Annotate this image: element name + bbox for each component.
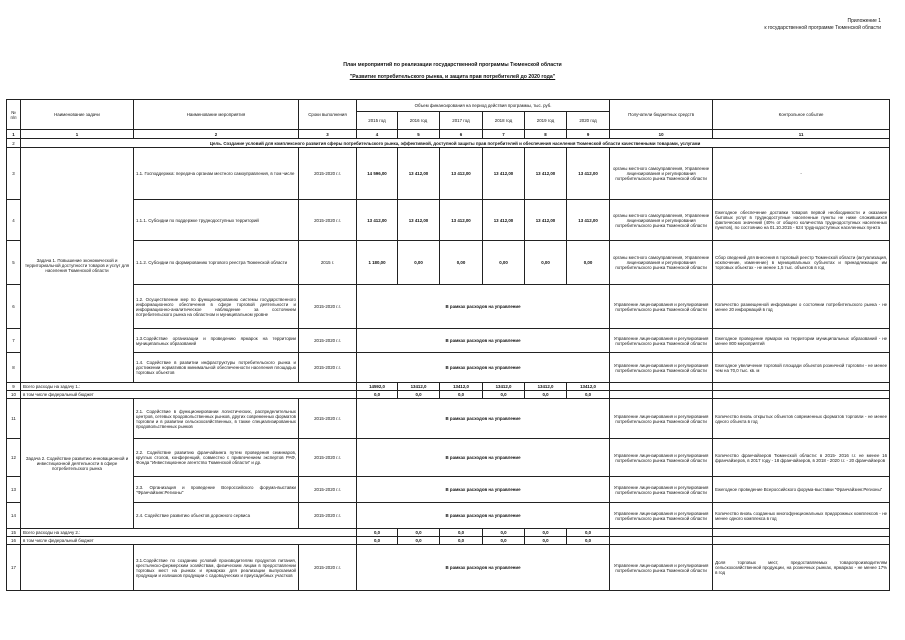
term-cell: 2015-2020 г.г. xyxy=(299,503,357,529)
control-cell: Доля торговых мест, предоставляемых товаропроизводителям сельскохозяйственной продукции, на розничных рынках, ярмарках - не менее 17% в год xyxy=(713,545,890,591)
fed-row-task2 xyxy=(7,537,890,545)
row-num: 12 xyxy=(7,439,21,477)
value-cell: 0,0 xyxy=(440,529,483,537)
value-cell: 0,0 xyxy=(357,529,398,537)
colnum: 1 xyxy=(7,130,21,139)
value-cell: 13 412,00 xyxy=(398,200,440,241)
empty-cell xyxy=(713,529,890,537)
table-row xyxy=(7,439,890,477)
term-cell: 2015-2020 г.г. xyxy=(299,353,357,383)
value-cell: 0,0 xyxy=(357,537,398,545)
empty-cell xyxy=(610,391,713,399)
document-title: План мероприятий по реализации государственной программы Тюменской области xyxy=(343,62,562,68)
event-cell: 1.1.1. Субсидии по поддержке труднодоступных территорий xyxy=(134,200,299,241)
value-cell: 0,0 xyxy=(398,391,440,399)
within-expenses: В рамках расходов на управление xyxy=(357,329,610,353)
appendix-line2: к государственной программе Тюменской области xyxy=(764,25,881,31)
value-cell: 0,0 xyxy=(525,391,567,399)
plan-table xyxy=(6,99,890,591)
value-cell: 0,0 xyxy=(525,537,567,545)
value-cell: 13 412,00 xyxy=(440,200,483,241)
year-2015: 2015 год xyxy=(357,112,398,130)
sum-row-task2 xyxy=(7,529,890,537)
control-cell: Ежегодное проведение ярмарок на территории муниципальных образований - не менее 800 мероприятий xyxy=(713,329,890,353)
control-cell: Количество размещенной информации о состоянии потребительского рынка - не менее 20 информаций в год xyxy=(713,285,890,329)
within-expenses: В рамках расходов на управление xyxy=(357,285,610,329)
within-expenses: В рамках расходов на управление xyxy=(357,353,610,383)
value-cell: 0,0 xyxy=(567,391,610,399)
control-cell: Ежегодное обеспечение доставки товаров первой необходимости и оказание бытовых услуг в труднодоступные населенные пункты не ниже сложившихся фактических значений (40% от общего количества труднодоступных населенных пунктов), по состоянию на 01.10.2015 - 624 труднодоступных населенных пункта xyxy=(713,200,890,241)
fed-row-task1 xyxy=(7,391,890,399)
empty-cell xyxy=(610,383,713,391)
term-cell: 2015-2020 г.г. xyxy=(299,439,357,477)
table-row xyxy=(7,399,890,439)
recipient-cell: органы местного самоуправления, Управление лицензирования и регулирования потребительского рынка Тюменской области xyxy=(610,241,713,285)
table-row xyxy=(7,503,890,529)
row-num: 11 xyxy=(7,399,21,439)
value-cell: 0,00 xyxy=(398,241,440,285)
event-cell: 3.1.Содействие по созданию условий производителям продуктов питания, крестьянско-фермерским хозяйствам, физическим лицам в предоставлении торговых мест на рынках и ярмарках для реализации выпускаемой продукции и излишков продукции с садоводческих и приусадебных участков xyxy=(134,545,299,591)
event-cell: 2.3. Организация и проведение Всероссийского форума-выставки "Франчайзинг.Регионы" xyxy=(134,477,299,503)
goal-text: Цель. Создание условий для комплексного развития сферы потребительского рынка, эффективной, доступной защиты прав потребителей и обеспечения населения Тюменской области качественными товарами, услугами xyxy=(21,139,890,148)
event-cell: 1.2. Осуществление мер по функционированию системы государственного информационного обеспечения в сфере торговой деятельности и информационно-аналитическое наблюдение за состоянием потребительского рынка на областном и муниципальном уровне xyxy=(134,285,299,329)
event-cell: 1.1.2. Субсидии по формированию торгового реестра Тюменской области xyxy=(134,241,299,285)
value-cell: 13412,0 xyxy=(483,383,525,391)
row-num: 6 xyxy=(7,285,21,329)
term-cell: 2015-2020 г.г. xyxy=(299,477,357,503)
task-2: Задача 2. Содействие развитию инновационной и инвестиционной деятельности в сфере потребительского рынка xyxy=(21,399,134,529)
value-cell: 13 412,00 xyxy=(440,148,483,200)
header-control: Контрольное событие xyxy=(713,100,890,130)
table-row xyxy=(7,477,890,503)
value-cell: 13 412,00 xyxy=(483,200,525,241)
table-row xyxy=(7,329,890,353)
row-num: 10 xyxy=(7,391,21,399)
term-cell: 2015-2020 г.г. xyxy=(299,399,357,439)
header-funding: Объем финансирования на период действия программы, тыс. руб. xyxy=(357,100,610,112)
event-cell: 2.4. Содействие развитию объектов дорожного сервиса xyxy=(134,503,299,529)
header-task: Наименование задачи xyxy=(21,100,134,130)
value-cell: 13 412,00 xyxy=(525,148,567,200)
table-row xyxy=(7,353,890,383)
row-num: 14 xyxy=(7,503,21,529)
column-numbers-row xyxy=(7,130,890,139)
value-cell: 13 412,00 xyxy=(525,200,567,241)
control-cell: Количество вновь открытых объектов современных форматов торговли - не менее одного объекта в год xyxy=(713,399,890,439)
term-cell: 2015-2020 г.г. xyxy=(299,148,357,200)
colnum: 1 xyxy=(21,130,134,139)
value-cell: 0,00 xyxy=(440,241,483,285)
sum-label: Всего расходы на задачу 2.: xyxy=(21,529,357,537)
row-num: 8 xyxy=(7,353,21,383)
row-num: 7 xyxy=(7,329,21,353)
empty-cell xyxy=(610,537,713,545)
goal-row xyxy=(7,139,890,148)
task-1: Задача 1. Повышение экономической и территориальной доступности товаров и услуг для населения Тюменской области xyxy=(21,148,134,383)
recipient-cell: Управление лицензирования и регулирования потребительского рынка Тюменской области xyxy=(610,353,713,383)
year-2017: 2017 год xyxy=(440,112,483,130)
recipient-cell: Управление лицензирования и регулирования потребительского рынка Тюменской области xyxy=(610,329,713,353)
recipient-cell: Управление лицензирования и регулирования потребительского рынка Тюменской области xyxy=(610,477,713,503)
empty-cell xyxy=(713,383,890,391)
sum-row-task1 xyxy=(7,383,890,391)
value-cell: 13 412,00 xyxy=(567,200,610,241)
sum-label: Всего расходы на задачу 1.: xyxy=(21,383,357,391)
header-num: № п/п xyxy=(7,100,21,130)
program-name: "Развитие потребительского рынка, и защита прав потребителей до 2020 года" xyxy=(349,74,556,80)
colnum: 6 xyxy=(440,130,483,139)
term-cell: 2015-2020 г.г. xyxy=(299,329,357,353)
value-cell: 13 412,00 xyxy=(398,148,440,200)
term-cell: 2015-2020 г.г. xyxy=(299,285,357,329)
value-cell: 0,0 xyxy=(483,529,525,537)
colnum: 9 xyxy=(567,130,610,139)
control-cell: - xyxy=(713,148,890,200)
value-cell: 0,0 xyxy=(398,537,440,545)
value-cell: 14 596,00 xyxy=(357,148,398,200)
row-num: 15 xyxy=(7,529,21,537)
recipient-cell: Управление лицензирования и регулирования потребительского рынка Тюменской области xyxy=(610,399,713,439)
header-term: Сроки выполнения xyxy=(299,100,357,130)
colnum: 10 xyxy=(610,130,713,139)
within-expenses: В рамках расходов на управление xyxy=(357,545,610,591)
row-num: 5 xyxy=(7,241,21,285)
term-cell: 2015-2020 г.г. xyxy=(299,545,357,591)
control-cell: Ежегодное проведение Всероссийского форума-выставки "Франчайзинг.Регионы" xyxy=(713,477,890,503)
fed-label: в том числе федеральный бюджет xyxy=(21,391,357,399)
table-row xyxy=(7,545,890,591)
row-num: 13 xyxy=(7,477,21,503)
colnum: 8 xyxy=(525,130,567,139)
row-num: 2 xyxy=(7,139,21,148)
appendix-line1: Приложение 1 xyxy=(847,18,881,24)
recipient-cell: Управление лицензирования и регулирования потребительского рынка Тюменской области xyxy=(610,285,713,329)
value-cell: 0,00 xyxy=(483,241,525,285)
event-cell: 2.1. Содействие в функционировании логистических, распределительных центров, сетевых продовольственных рынков, других современных форматов торговли и в развитии сельскохозяйственных, в также специализированных продовольственных рынков xyxy=(134,399,299,439)
year-2018: 2018 год xyxy=(483,112,525,130)
recipient-cell: органы местного самоуправления, Управление лицензирования и регулирования потребительского рынка Тюменской области xyxy=(610,148,713,200)
appendix-note xyxy=(764,18,881,32)
recipient-cell: Управление лицензирования и регулирования потребительского рынка Тюменской области xyxy=(610,503,713,529)
value-cell: 13412,0 xyxy=(440,383,483,391)
row-num: 17 xyxy=(7,545,21,591)
empty-cell xyxy=(713,391,890,399)
within-expenses: В рамках расходов на управление xyxy=(357,439,610,477)
value-cell: 13 412,00 xyxy=(567,148,610,200)
value-cell: 0,0 xyxy=(567,529,610,537)
year-2020: 2020 год xyxy=(567,112,610,130)
event-cell: 1.1. Господдержка: передача органам местного самоуправления, в том числе xyxy=(134,148,299,200)
header-recipients: Получатели бюджетных средств xyxy=(610,100,713,130)
value-cell: 0,0 xyxy=(525,529,567,537)
row-num: 3 xyxy=(7,148,21,200)
value-cell: 14592,0 xyxy=(357,383,398,391)
year-2016: 2016 год xyxy=(398,112,440,130)
term-cell: 2015 г. xyxy=(299,241,357,285)
row-num: 4 xyxy=(7,200,21,241)
within-expenses: В рамках расходов на управление xyxy=(357,399,610,439)
value-cell: 0,0 xyxy=(357,391,398,399)
value-cell: 0,00 xyxy=(567,241,610,285)
row-num: 16 xyxy=(7,537,21,545)
value-cell: 13 412,00 xyxy=(357,200,398,241)
within-expenses: В рамках расходов на управление xyxy=(357,503,610,529)
colnum: 7 xyxy=(483,130,525,139)
colnum: 2 xyxy=(134,130,299,139)
empty-cell xyxy=(713,537,890,545)
value-cell: 0,0 xyxy=(483,391,525,399)
term-cell: 2015-2020 г.г. xyxy=(299,200,357,241)
value-cell: 13412,0 xyxy=(398,383,440,391)
header-row xyxy=(7,100,890,112)
control-cell: Ежегодное увеличение торговой площади объектов розничной торговли - не менее чем на 70,0 тыс. кв. м xyxy=(713,353,890,383)
colnum: 4 xyxy=(357,130,398,139)
header-event: Наименование мероприятия xyxy=(134,100,299,130)
recipient-cell: Управление лицензирования и регулирования потребительского рынка Тюменской области xyxy=(610,439,713,477)
within-expenses: В рамках расходов на управление xyxy=(357,477,610,503)
table-row xyxy=(7,285,890,329)
value-cell: 13412,0 xyxy=(567,383,610,391)
control-cell: Количество франчайзеров Тюменской области: в 2015- 2016 г.г. не менее 16 франчайзеров, в 2017 году - 18 франчайзеров, в 2018 - 2020 г.г. - 20 франчайзеров xyxy=(713,439,890,477)
event-cell: 1.3.Содействие организации и проведению ярмарок на территории муниципальных образований xyxy=(134,329,299,353)
value-cell: 1 180,00 xyxy=(357,241,398,285)
value-cell: 0,0 xyxy=(483,537,525,545)
control-cell: Сбор сведений для внесения в торговый реестр Тюменской области (актуализация, исключение, изменение) в муниципальных субъектах и принадлежащих им торговых объектах - не менее 1,5 тыс. объектов в год xyxy=(713,241,890,285)
value-cell: 13412,0 xyxy=(525,383,567,391)
table-row xyxy=(7,148,890,200)
recipient-cell: Управление лицензирования и регулирования потребительского рынка Тюменской области xyxy=(610,545,713,591)
table-row xyxy=(7,200,890,241)
value-cell: 0,0 xyxy=(440,391,483,399)
control-cell: Количество вновь созданных многофункциональных придорожных комплексов - не менее одного комплекса в год xyxy=(713,503,890,529)
row-num: 9 xyxy=(7,383,21,391)
event-cell: 2.2. Содействие развитию франчайзинга путем проведения семинаров, круглых столов, конференций, совместно с привлечением экспертов РАФ, Фонда "Инвестиционное агентство Тюменской области" и др. xyxy=(134,439,299,477)
colnum: 5 xyxy=(398,130,440,139)
value-cell: 0,0 xyxy=(398,529,440,537)
table-row xyxy=(7,241,890,285)
value-cell: 0,00 xyxy=(525,241,567,285)
value-cell: 13 412,00 xyxy=(483,148,525,200)
event-cell: 1.4. Содействие в развитии инфраструктуры потребительского рынка и достижении нормативов минимальной обеспеченности населения площадью торговых объектов xyxy=(134,353,299,383)
colnum: 3 xyxy=(299,130,357,139)
recipient-cell: органы местного самоуправления, Управление лицензирования и регулирования потребительского рынка Тюменской области xyxy=(610,200,713,241)
fed-label: в том числе федеральный бюджет xyxy=(21,537,357,545)
empty-cell xyxy=(21,545,134,591)
empty-cell xyxy=(610,529,713,537)
value-cell: 0,0 xyxy=(440,537,483,545)
year-2019: 2019 год xyxy=(525,112,567,130)
value-cell: 0,0 xyxy=(567,537,610,545)
colnum: 11 xyxy=(713,130,890,139)
